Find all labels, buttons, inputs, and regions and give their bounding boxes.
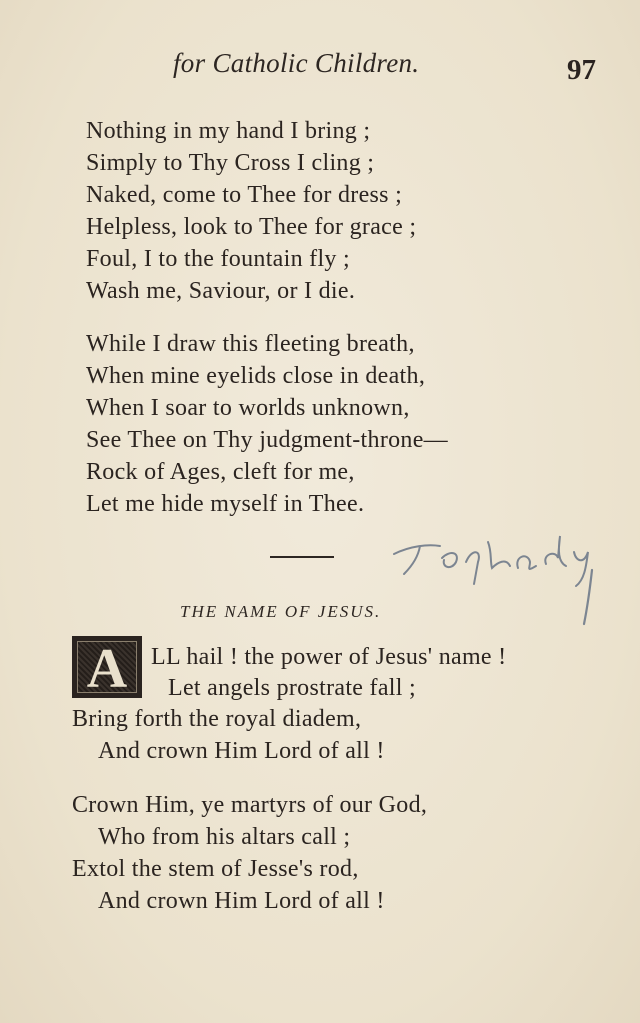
running-head: for Catholic Children. xyxy=(173,48,420,78)
hymn-title: THE NAME OF JESUS. xyxy=(180,602,382,621)
verse-line: Extol the stem of Jesse's rod, xyxy=(72,856,359,882)
verse-line: Rock of Ages, cleft for me, xyxy=(86,459,355,485)
verse-line: Let me hide myself in Thee. xyxy=(86,491,365,517)
verse-line: Who from his altars call ; xyxy=(98,824,351,850)
drop-cap xyxy=(72,636,142,698)
verse-line: Foul, I to the fountain fly ; xyxy=(86,246,351,272)
verse-line: Helpless, look to Thee for grace ; xyxy=(86,214,417,240)
verse-line: And crown Him Lord of all ! xyxy=(98,888,385,914)
page-number: 97 xyxy=(567,54,596,86)
verse-line: When I soar to worlds unknown, xyxy=(86,395,410,421)
verse-line: Nothing in my hand I bring ; xyxy=(86,118,371,144)
drop-cap-letter: A xyxy=(86,638,128,698)
verse-line: Wash me, Saviour, or I die. xyxy=(86,278,356,304)
verse-line: Simply to Thy Cross I cling ; xyxy=(86,150,375,176)
verse-line: Naked, come to Thee for dress ; xyxy=(86,182,403,208)
verse-line: LL hail ! the power of Jesus' name ! xyxy=(151,644,507,670)
verse-line: And crown Him Lord of all ! xyxy=(98,738,385,764)
verse-line: When mine eyelids close in death, xyxy=(86,363,426,389)
verse-line: While I draw this fleeting breath, xyxy=(86,331,415,357)
verse-line: Crown Him, ye martyrs of our God, xyxy=(72,792,428,818)
section-divider xyxy=(270,556,334,558)
pencil-scribble-icon xyxy=(380,528,610,628)
verse-line: See Thee on Thy judgment-throne— xyxy=(86,427,448,453)
verse-line: Let angels prostrate fall ; xyxy=(168,675,417,701)
verse-line: Bring forth the royal diadem, xyxy=(72,706,362,732)
